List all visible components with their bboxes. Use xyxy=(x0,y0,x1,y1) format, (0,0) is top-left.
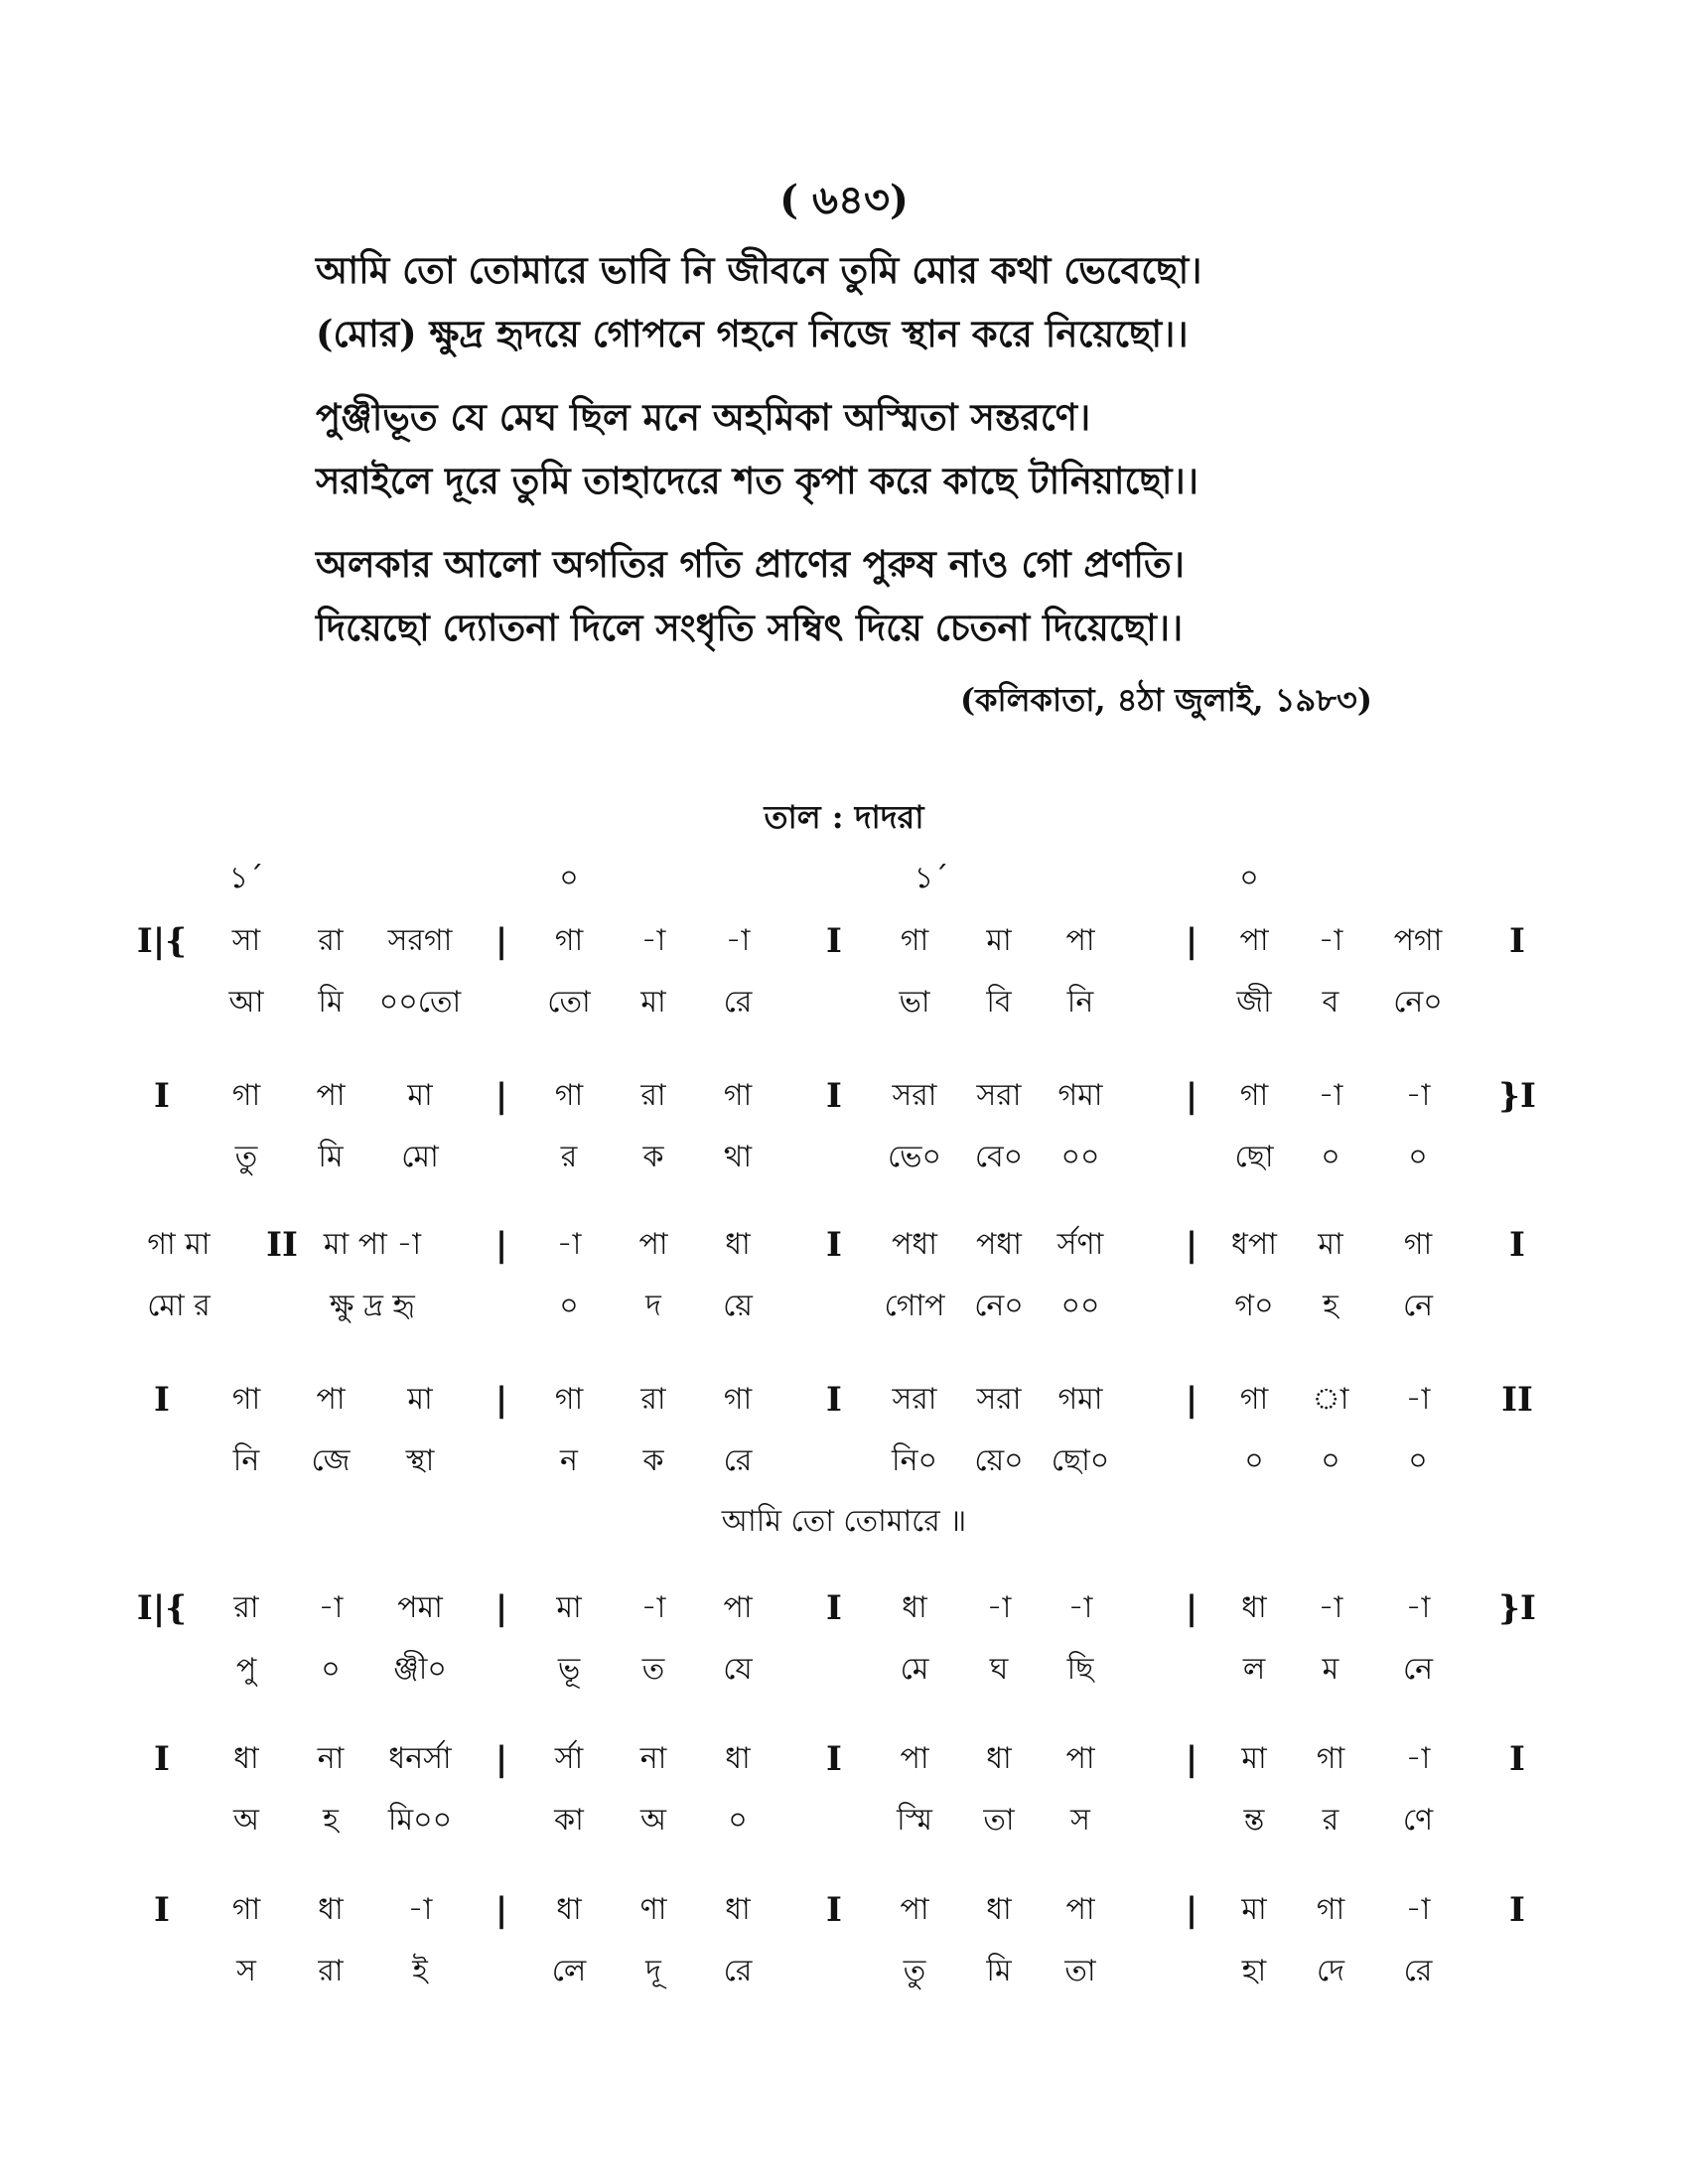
lyric-syllable: য়ে০ xyxy=(974,1443,1024,1478)
lyric-syllable: তা xyxy=(1064,1954,1096,1988)
lyric-syllable: ছো xyxy=(1234,1140,1274,1174)
note-cell: ধা xyxy=(986,1892,1012,1927)
lyric-syllable: নি xyxy=(232,1443,260,1478)
note-cell: -া xyxy=(1318,1590,1343,1625)
note-cell: সরগা xyxy=(387,923,453,958)
note-cell: ধা xyxy=(725,1892,751,1927)
note-cell: মা xyxy=(1318,1227,1343,1262)
lyric-syllable: মি০০ xyxy=(387,1803,453,1838)
lyric-syllable: স xyxy=(1070,1803,1090,1838)
lyric-syllable: রে xyxy=(1403,1954,1433,1988)
note-cell: -া xyxy=(986,1590,1012,1625)
refrain-note: আমি তো তোমারে ॥ xyxy=(721,1504,967,1539)
lyric-syllable: ব xyxy=(1322,985,1339,1020)
note-cell: মা xyxy=(556,1590,582,1625)
lyric-syllable: বে০ xyxy=(974,1140,1024,1174)
note-cell: পধা xyxy=(976,1227,1022,1262)
note-cell: ণা xyxy=(639,1892,667,1927)
note-cell: গা xyxy=(231,1078,261,1113)
lyric-syllable: ক্ষু দ্র হৃ xyxy=(330,1289,415,1323)
barline: I xyxy=(1509,1890,1525,1930)
note-cell: -া xyxy=(1405,1590,1431,1625)
note-cell: -া xyxy=(640,923,666,958)
lyric-syllable: নি xyxy=(1066,985,1094,1020)
note-cell: গা xyxy=(554,923,584,958)
composition-date-note: (কলিকাতা, ৪ঠা জুলাই, ১৯৮৩) xyxy=(960,681,1372,719)
note-cell: পা xyxy=(1239,923,1269,958)
lyric-syllable: হা xyxy=(1241,1954,1267,1988)
note-cell: গমা xyxy=(1057,1078,1103,1113)
note-cell: ধা xyxy=(902,1590,927,1625)
lyric-syllable: কা xyxy=(554,1803,584,1838)
barline: II xyxy=(266,1225,298,1265)
lyric-line: সরাইলে দূরে তুমি তাহাদেরে শত কৃপা করে কাছে টানিয়াছো।। xyxy=(316,459,1198,502)
barline: | xyxy=(494,1225,508,1265)
lyric-syllable: ০ xyxy=(1321,1140,1340,1174)
note-cell: পা xyxy=(1065,1741,1095,1776)
note-cell: গা xyxy=(900,923,929,958)
lyric-syllable: থা xyxy=(723,1140,753,1174)
barline: | xyxy=(1185,1076,1198,1116)
note-cell: মা xyxy=(407,1078,433,1113)
lyric-syllable: অ xyxy=(233,1803,259,1838)
lyric-syllable: ন xyxy=(560,1443,578,1478)
lyric-syllable: হ xyxy=(1323,1289,1338,1323)
lyric-syllable: র xyxy=(1322,1803,1339,1838)
lyric-syllable: পু xyxy=(235,1652,257,1687)
lyric-syllable: হ xyxy=(323,1803,339,1838)
note-cell: -া xyxy=(725,923,751,958)
beat-mark: ০ xyxy=(559,861,579,895)
barline: I xyxy=(826,1076,842,1116)
note-cell: গা xyxy=(1316,1741,1345,1776)
note-cell: -া xyxy=(1405,1741,1431,1776)
note-cell: রা xyxy=(318,923,344,958)
lyric-syllable: মি xyxy=(318,985,344,1020)
barline: | xyxy=(494,1076,508,1116)
barline: | xyxy=(494,1890,508,1930)
note-cell: -া xyxy=(1318,923,1343,958)
lyric-syllable: গোপ xyxy=(884,1289,945,1323)
barline: | xyxy=(1185,1739,1198,1779)
lyric-syllable: রে xyxy=(723,1954,753,1988)
lyric-syllable: স্মি xyxy=(897,1803,932,1838)
note-cell: পা xyxy=(316,1078,346,1113)
note-cell: পধা xyxy=(892,1227,937,1262)
lyric-syllable: রে xyxy=(723,1443,753,1478)
lyric-syllable: ০ xyxy=(1321,1443,1340,1478)
note-cell: সা xyxy=(231,923,261,958)
lyric-syllable: মে xyxy=(900,1652,929,1687)
note-cell: পা xyxy=(638,1227,668,1262)
lyric-syllable: মি xyxy=(318,1140,344,1174)
note-cell: মা পা -া xyxy=(323,1227,422,1262)
barline: | xyxy=(1185,921,1198,961)
lyric-syllable: জী xyxy=(1236,985,1272,1020)
lyric-syllable: ০ xyxy=(1244,1443,1264,1478)
lyric-syllable: ণে xyxy=(1402,1803,1434,1838)
barline: | xyxy=(494,1739,508,1779)
note-cell: গা xyxy=(1239,1078,1269,1113)
barline: I xyxy=(154,1076,170,1116)
barline: I xyxy=(154,1380,170,1420)
note-cell: পা xyxy=(1065,1892,1095,1927)
lyric-syllable: ন্ত xyxy=(1243,1803,1265,1838)
note-cell: সরা xyxy=(892,1078,937,1113)
note-cell: গা xyxy=(231,1892,261,1927)
barline: I xyxy=(1509,921,1525,961)
lyric-syllable: ০ xyxy=(728,1803,748,1838)
lyric-syllable: ০০ xyxy=(1060,1289,1100,1323)
lyric-syllable: র xyxy=(560,1140,578,1174)
lyric-syllable: দূ xyxy=(645,1954,661,1988)
note-cell: া xyxy=(1312,1382,1349,1417)
lyric-syllable: ক xyxy=(642,1443,664,1478)
lyric-syllable: যে xyxy=(723,1652,753,1687)
lyric-syllable: ছো০ xyxy=(1051,1443,1110,1478)
lyric-syllable: মা xyxy=(640,985,666,1020)
lyric-syllable: রা xyxy=(318,1954,344,1988)
note-cell: ধা xyxy=(986,1741,1012,1776)
lyric-syllable: রে xyxy=(723,985,753,1020)
lyric-syllable: ঘ xyxy=(989,1652,1009,1687)
lyric-line: পুঞ্জীভূত যে মেঘ ছিল মনে অহমিকা অস্মিতা সন্তরণে। xyxy=(316,395,1091,439)
barline: I|{ xyxy=(136,921,188,961)
barline: I xyxy=(826,1739,842,1779)
lyric-syllable: মো xyxy=(401,1140,439,1174)
note-cell: গা xyxy=(231,1382,261,1417)
lyric-syllable: তু xyxy=(234,1140,258,1174)
lyric-syllable: নে xyxy=(1402,1652,1434,1687)
note-cell: মা xyxy=(986,923,1012,958)
lyric-syllable: ছি xyxy=(1066,1652,1094,1687)
lyric-syllable: ০০তো xyxy=(378,985,462,1020)
note-cell: র্সা xyxy=(554,1741,584,1776)
note-cell: রা xyxy=(640,1078,666,1113)
note-cell: পা xyxy=(900,1741,929,1776)
barline: | xyxy=(1185,1890,1198,1930)
lyric-syllable: মি xyxy=(986,1954,1012,1988)
barline: I xyxy=(1509,1225,1525,1265)
lyric-syllable: তা xyxy=(983,1803,1015,1838)
barline: I xyxy=(826,1380,842,1420)
note-cell: পা xyxy=(723,1590,753,1625)
note-cell: -া xyxy=(640,1590,666,1625)
lyric-syllable: ল xyxy=(1242,1652,1266,1687)
lyric-syllable: ০ xyxy=(559,1289,579,1323)
lyric-syllable: দ xyxy=(645,1289,661,1323)
lyric-syllable: নে০ xyxy=(974,1289,1024,1323)
note-cell: -া xyxy=(1405,1892,1431,1927)
note-cell: -া xyxy=(1318,1078,1343,1113)
lyric-syllable: নে xyxy=(1402,1289,1434,1323)
page-number: ( ৬৪৩) xyxy=(779,177,909,223)
note-cell: গা xyxy=(554,1382,584,1417)
note-cell: -া xyxy=(407,1892,433,1927)
lyric-syllable: স্থা xyxy=(405,1443,435,1478)
note-cell: র্সণা xyxy=(1056,1227,1104,1262)
note-cell: রা xyxy=(640,1382,666,1417)
lyric-syllable: ই xyxy=(412,1954,428,1988)
note-cell: গা xyxy=(723,1382,753,1417)
note-cell: সরা xyxy=(976,1078,1022,1113)
note-cell: গা xyxy=(723,1078,753,1113)
barline: }I xyxy=(1498,1588,1536,1628)
barline: I xyxy=(826,1225,842,1265)
lyric-syllable: দে xyxy=(1317,1954,1344,1988)
note-cell: মা xyxy=(1241,1741,1267,1776)
barline: I xyxy=(826,1890,842,1930)
beat-mark: ১´ xyxy=(228,861,264,895)
lyric-syllable: ম xyxy=(1322,1652,1339,1687)
barline: I|{ xyxy=(136,1588,188,1628)
lyric-line: অলকার আলো অগতির গতি প্রাণের পুরুষ নাও গো প্রণতি। xyxy=(316,542,1186,586)
note-cell: -া xyxy=(1405,1078,1431,1113)
note-cell: গা মা xyxy=(147,1227,211,1262)
note-cell: রা xyxy=(233,1590,259,1625)
lyric-syllable: ০ xyxy=(1408,1140,1428,1174)
lyric-syllable: অ xyxy=(640,1803,666,1838)
lyric-syllable: নে০ xyxy=(1393,985,1443,1020)
note-cell: পা xyxy=(900,1892,929,1927)
note-cell: গা xyxy=(554,1078,584,1113)
barline: | xyxy=(1185,1225,1198,1265)
lyric-syllable: তো xyxy=(547,985,591,1020)
note-cell: সরা xyxy=(892,1382,937,1417)
note-cell: -া xyxy=(318,1590,344,1625)
lyric-syllable: জে xyxy=(311,1443,351,1478)
lyric-syllable: আ xyxy=(228,985,264,1020)
lyric-syllable: স xyxy=(236,1954,256,1988)
lyric-syllable: ক xyxy=(642,1140,664,1174)
note-cell: মা xyxy=(1241,1892,1267,1927)
barline: I xyxy=(826,921,842,961)
barline: I xyxy=(1509,1739,1525,1779)
lyric-syllable: মো র xyxy=(147,1289,211,1323)
barline: I xyxy=(154,1739,170,1779)
lyric-syllable: ০ xyxy=(321,1652,341,1687)
note-cell: ধা xyxy=(1241,1590,1267,1625)
beat-mark: ০ xyxy=(1239,861,1259,895)
lyric-syllable: ত xyxy=(641,1652,665,1687)
note-cell: পা xyxy=(1065,923,1095,958)
lyric-syllable: ভা xyxy=(899,985,930,1020)
barline: | xyxy=(494,1588,508,1628)
note-cell: পা xyxy=(316,1382,346,1417)
note-cell: ধনর্সা xyxy=(388,1741,452,1776)
lyric-syllable: ভূ xyxy=(557,1652,581,1687)
note-cell: মা xyxy=(407,1382,433,1417)
lyric-line: আমি তো তোমারে ভাবি নি জীবনে তুমি মোর কথা ভেবেছো। xyxy=(316,248,1202,292)
barline: }I xyxy=(1498,1076,1536,1116)
lyric-syllable: ০ xyxy=(1408,1443,1428,1478)
note-cell: পমা xyxy=(397,1590,443,1625)
note-cell: গমা xyxy=(1057,1382,1103,1417)
note-cell: সরা xyxy=(976,1382,1022,1417)
lyric-syllable: ঞ্জী০ xyxy=(393,1652,447,1687)
lyric-syllable: ভে০ xyxy=(887,1140,942,1174)
barline: | xyxy=(1185,1588,1198,1628)
note-cell: ধা xyxy=(556,1892,582,1927)
note-cell: -া xyxy=(1067,1590,1093,1625)
lyric-syllable: বি xyxy=(986,985,1012,1020)
note-cell: ধা xyxy=(725,1227,751,1262)
lyric-syllable: ০০ xyxy=(1060,1140,1100,1174)
barline: | xyxy=(1185,1380,1198,1420)
note-cell: গা xyxy=(1316,1892,1345,1927)
barline: | xyxy=(494,1380,508,1420)
note-cell: -া xyxy=(556,1227,582,1262)
beat-mark: ১´ xyxy=(914,861,949,895)
note-cell: -া xyxy=(1405,1382,1431,1417)
note-cell: ধপা xyxy=(1231,1227,1277,1262)
tala-heading: তাল : দাদরা xyxy=(764,798,924,836)
lyric-line: দিয়েছো দ্যোতনা দিলে সংধৃতি সম্বিৎ দিয়ে চেতনা দিয়েছো।। xyxy=(316,606,1184,649)
note-cell: গা xyxy=(1239,1382,1269,1417)
barline: II xyxy=(1501,1380,1533,1420)
lyric-syllable: লে xyxy=(551,1954,587,1988)
note-cell: ধা xyxy=(233,1741,259,1776)
note-cell: পগা xyxy=(1393,923,1443,958)
lyric-line: (মোর) ক্ষুদ্র হৃদয়ে গোপনে গহনে নিজে স্থান করে নিয়েছো।। xyxy=(316,312,1189,355)
note-cell: না xyxy=(317,1741,345,1776)
lyric-syllable: য়ে xyxy=(723,1289,753,1323)
barline: I xyxy=(826,1588,842,1628)
barline: I xyxy=(154,1890,170,1930)
lyric-syllable: নি০ xyxy=(892,1443,937,1478)
lyric-syllable: তু xyxy=(903,1954,926,1988)
note-cell: না xyxy=(639,1741,667,1776)
barline: | xyxy=(494,921,508,961)
note-cell: ধা xyxy=(725,1741,751,1776)
note-cell: গা xyxy=(1403,1227,1433,1262)
lyric-syllable: গ০ xyxy=(1234,1289,1274,1323)
note-cell: ধা xyxy=(318,1892,344,1927)
